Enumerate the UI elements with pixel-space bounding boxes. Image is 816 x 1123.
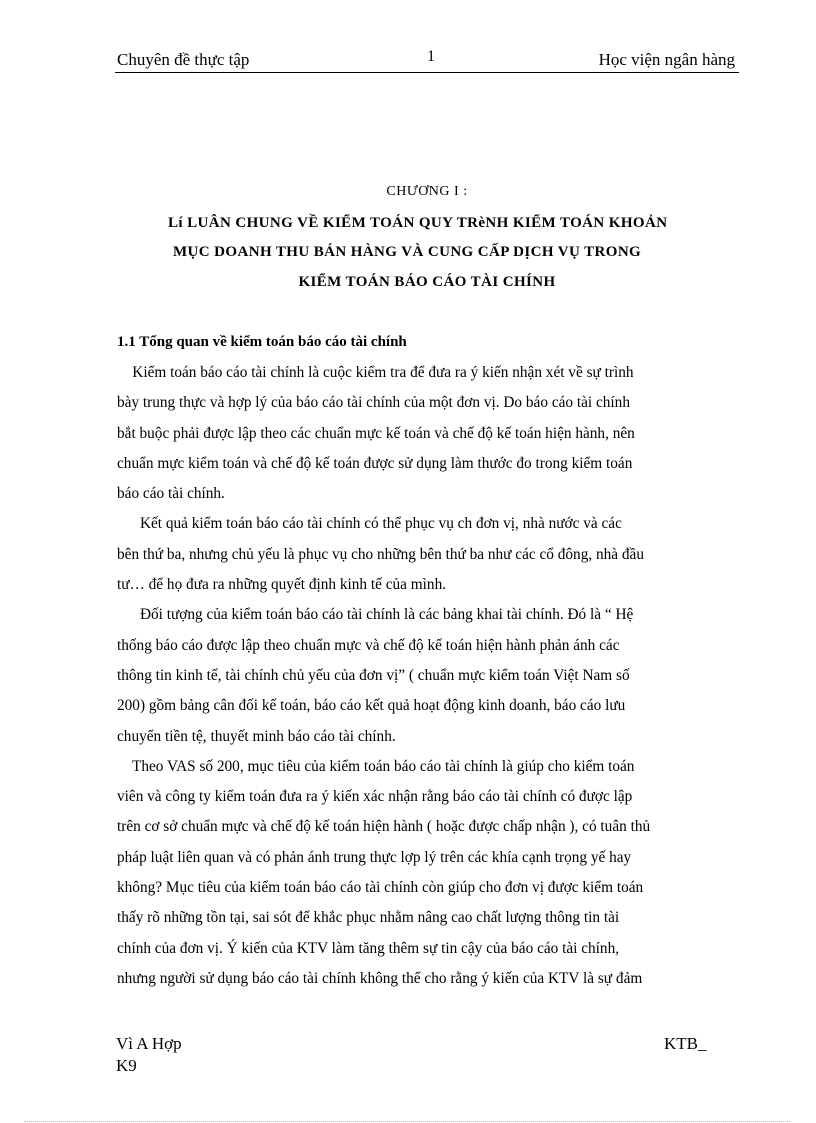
body-line: Kết quả kiểm toán báo cáo tài chính có thể phục vụ ch đơn vị, nhà nước và các <box>117 515 622 533</box>
chapter-title-line-2: MỤC DOANH THU BÁN HÀNG VÀ CUNG CẤP DỊCH VỤ TRONG <box>173 244 642 260</box>
body-line: bắt buộc phải được lập theo các chuẩn mực kế toán và chế độ kế toán hiện hành, nên <box>117 424 635 442</box>
body-line: thông tin kinh tế, tài chính chủ yếu của đơn vị” ( chuẩn mực kiểm toán Việt Nam số <box>117 666 630 684</box>
chapter-label: CHƯƠNG I : <box>386 184 468 199</box>
page-header <box>115 48 739 73</box>
footer-class-code: KTB_ <box>664 1034 707 1053</box>
chapter-title-line-3: KIỂM TOÁN BÁO CÁO TÀI CHÍNH <box>298 274 556 290</box>
body-line: Đối tượng của kiểm toán báo cáo tài chính là các bảng khai tài chính. Đó là “ Hệ <box>117 606 634 624</box>
page-bottom-edge <box>24 1121 790 1122</box>
header-document-type: Chuyên đề thực tập <box>117 50 250 69</box>
body-line: thấy rõ những tồn tại, sai sót để khắc phục nhằm nâng cao chất lượng thông tin tài <box>117 909 620 927</box>
body-line: báo cáo tài chính. <box>117 485 225 503</box>
body-line: viên và công ty kiểm toán đưa ra ý kiến xác nhận rằng báo cáo tài chính có được lập <box>117 788 633 806</box>
body-line: chính của đơn vị. Ý kiến của KTV làm tăng thêm sự tin cậy của báo cáo tài chính, <box>117 939 620 957</box>
body-line: 200) gồm bảng cân đối kế toán, báo cáo kết quả hoạt động kinh doanh, báo cáo lưu <box>117 697 626 715</box>
body-line: Theo VAS số 200, mục tiêu của kiểm toán báo cáo tài chính là giúp cho kiểm toán <box>117 757 635 775</box>
body-line: trên cơ sở chuẩn mực và chế độ kế toán hiện hành ( hoặc được chấp nhận ), có tuân thủ <box>117 818 651 836</box>
page-number: 1 <box>427 48 435 65</box>
footer-class-suffix: K9 <box>116 1056 137 1075</box>
body-line: bên thứ ba, nhưng chủ yếu là phục vụ cho những bên thứ ba như các cổ đông, nhà đầu <box>117 545 644 563</box>
body-line: thống báo cáo được lập theo chuẩn mực và chế độ kế toán hiện hành phản ánh các <box>117 636 620 654</box>
body-text <box>117 358 741 994</box>
body-line: nhưng người sử dụng báo cáo tài chính không thể cho rằng ý kiến của KTV là sự đảm <box>117 969 643 987</box>
footer-author: Vì A Hợp <box>116 1034 182 1053</box>
body-line: tư… để họ đưa ra những quyết định kinh tế của mình. <box>117 576 447 594</box>
section-heading: 1.1 Tổng quan về kiểm toán báo cáo tài chính <box>117 334 407 350</box>
header-institution: Học viện ngân hàng <box>598 50 735 69</box>
body-line: bày trung thực và hợp lý của báo cáo tài chính của một đơn vị. Do báo cáo tài chính <box>117 394 630 412</box>
body-line: chuyển tiền tệ, thuyết minh báo cáo tài chính. <box>117 727 396 745</box>
body-line: chuẩn mực kiểm toán và chế độ kế toán được sử dụng làm thước đo trong kiểm toán <box>117 454 633 472</box>
body-line: pháp luật liên quan và có phản ánh trung thực lợp lý trên các khía cạnh trọng yế hay <box>117 848 632 866</box>
chapter-title-line-1: Lí LUÂN CHUNG VỀ KIỂM TOÁN QUY TRèNH KIỂM TOÁN KHOẢN <box>168 215 668 231</box>
body-line: không? Mục tiêu của kiểm toán báo cáo tài chính còn giúp cho đơn vị được kiểm toán <box>117 879 644 897</box>
body-line: Kiểm toán báo cáo tài chính là cuộc kiểm tra để đưa ra ý kiến nhận xét về sự trình <box>117 364 634 381</box>
